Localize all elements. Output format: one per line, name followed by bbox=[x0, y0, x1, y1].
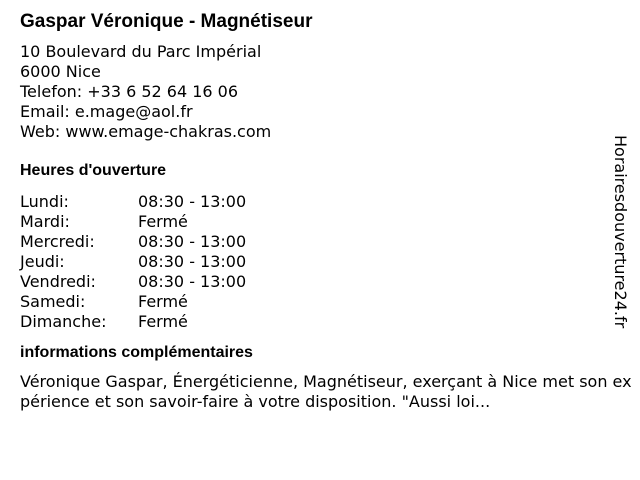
hours-row-friday bbox=[20, 272, 632, 292]
hours-value: 08:30 - 13:00 bbox=[138, 272, 247, 291]
additional-info-heading: informations complémentaires bbox=[20, 344, 253, 361]
address-block bbox=[20, 42, 632, 142]
hours-value: 08:30 - 13:00 bbox=[138, 192, 247, 211]
postal-city: 6000 Nice bbox=[20, 62, 101, 81]
hours-value: 08:30 - 13:00 bbox=[138, 232, 247, 251]
street-address: 10 Boulevard du Parc Impérial bbox=[20, 42, 262, 61]
site-brand-vertical: Horairesdouverture24.fr bbox=[611, 135, 630, 329]
email-line: Email: e.mage@aol.fr bbox=[20, 102, 193, 121]
day-label: Jeudi: bbox=[20, 252, 65, 271]
website-line: Web: www.emage-chakras.com bbox=[20, 122, 272, 141]
hours-value: 08:30 - 13:00 bbox=[138, 252, 247, 271]
opening-hours-table bbox=[20, 192, 632, 332]
hours-row-thursday bbox=[20, 252, 632, 272]
hours-value: Fermé bbox=[138, 292, 188, 311]
day-label: Dimanche: bbox=[20, 312, 107, 331]
hours-row-sunday bbox=[20, 312, 632, 332]
hours-value: Fermé bbox=[138, 212, 188, 231]
phone-line: Telefon: +33 6 52 64 16 06 bbox=[20, 82, 239, 101]
day-label: Mercredi: bbox=[20, 232, 95, 251]
hours-row-saturday bbox=[20, 292, 632, 312]
business-title: Gaspar Véronique - Magnétiseur bbox=[20, 11, 313, 32]
business-card bbox=[20, 10, 632, 412]
day-label: Samedi: bbox=[20, 292, 86, 311]
opening-hours-heading: Heures d'ouverture bbox=[20, 162, 167, 179]
hours-row-monday bbox=[20, 192, 632, 212]
hours-row-wednesday bbox=[20, 232, 632, 252]
hours-row-tuesday bbox=[20, 212, 632, 232]
hours-value: Fermé bbox=[138, 312, 188, 331]
day-label: Mardi: bbox=[20, 212, 70, 231]
day-label: Vendredi: bbox=[20, 272, 96, 291]
day-label: Lundi: bbox=[20, 192, 69, 211]
additional-info-text: Véronique Gaspar, Énergéticienne, Magnétiseur, exerçant à Nice met son expérience et son savoir-faire à votre disposition. "Aussi loi... bbox=[20, 372, 632, 411]
